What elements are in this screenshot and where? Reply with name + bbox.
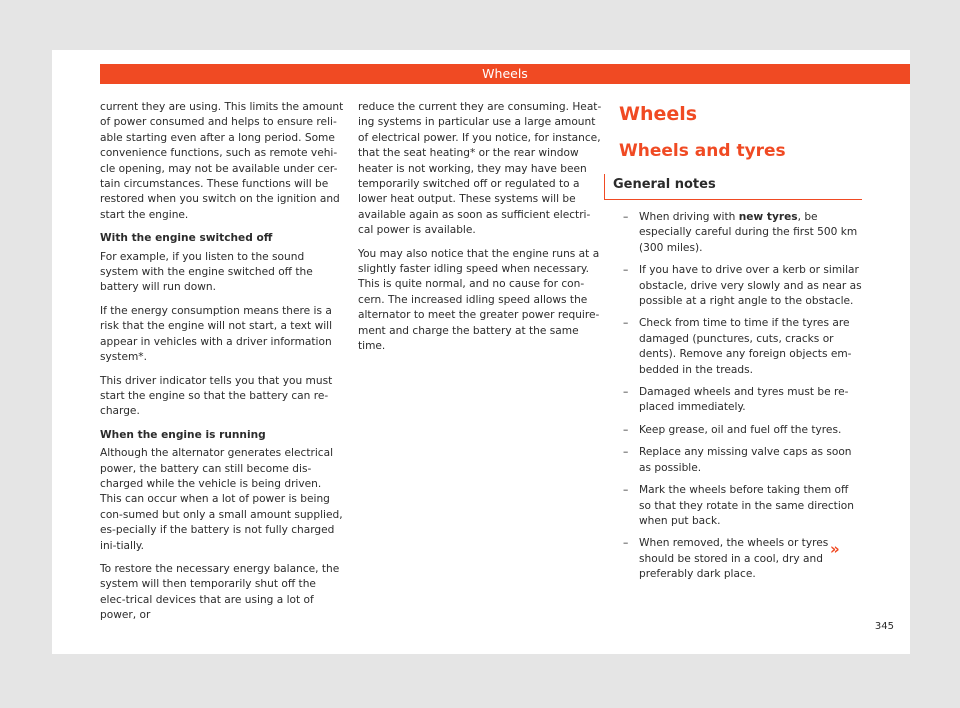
paragraph: This driver indicator tells you that you must start the engine so that the battery can re-charge. (100, 374, 333, 418)
notes-list (619, 210, 862, 583)
column-right (613, 102, 862, 590)
list-item-text: , be especially careful during the first 500 km (300 miles). (639, 211, 858, 254)
dash-bullet: – (623, 537, 629, 550)
list-item (619, 316, 862, 378)
paragraph: For example, if you listen to the sound system with the engine switched off the battery will run down. (100, 250, 313, 294)
dash-bullet: – (623, 264, 629, 277)
list-item (619, 263, 862, 309)
list-item-text: If you have to drive over a kerb or similar obstacle, drive very slowly and as near as possible at a right angle to the obstacle. (639, 264, 862, 308)
page-number: 345 (874, 621, 894, 632)
section-heading: Wheels (619, 103, 698, 125)
dash-bullet: – (623, 386, 629, 399)
list-item (619, 423, 862, 438)
paragraph: reduce the current they are consuming. Heat-ing systems in particular use a large amount of electrical power. If you notice, for instance, that the seat heating* or the rear window heater is not working, they may have been temporarily switched off or regulated to a lower heat output. These systems will be available again as soon as sufficient electri-cal power is available. (358, 101, 602, 237)
list-item-text: Damaged wheels and tyres must be re-placed immediately. (639, 386, 849, 414)
chapter-header (100, 64, 910, 84)
list-item-text: When removed, the wheels or tyres should be stored in a cool, dry and preferably dark place. (639, 537, 829, 581)
dash-bullet: – (623, 423, 629, 436)
list-item (619, 445, 862, 476)
paragraph: Although the alternator generates electrical power, the battery can still become dis-charged while the vehicle is being driven. This can occur when a lot of power is being con-sumed but only a small amount supplied, es-pecially if the battery is not fully charged ini-tially. (100, 447, 343, 552)
paragraph: To restore the necessary energy balance, the system will then temporarily shut off the elec-trical devices that are using a lot of power, or (100, 562, 340, 622)
list-item-text: Replace any missing valve caps as soon as possible. (639, 446, 852, 474)
list-item-text: Keep grease, oil and fuel off the tyres. (639, 423, 842, 436)
list-item (619, 536, 862, 582)
list-item (619, 385, 862, 416)
paragraph: You may also notice that the engine runs at a slightly faster idling speed when necessary. This is quite normal, and no cause for con-cern. The increased idling speed allows the alternator to meet the greater power require-ment and charge the battery at the same time. (358, 247, 600, 353)
paragraph: current they are using. This limits the amount of power consumed and helps to ensure reli-able starting even after a long period. Some convenience functions, such as remote vehi-cle opening, may not be available under cer-tain circumstances. These functions will be restored when you switch on the ignition and start the engine. (100, 101, 344, 221)
chapter-title: Wheels (482, 66, 528, 81)
subheading-engine-off: With the engine switched off (100, 232, 273, 245)
dash-bullet: – (623, 446, 629, 459)
topic-heading: General notes (604, 174, 862, 200)
list-item (619, 483, 862, 529)
dash-bullet: – (623, 317, 629, 330)
dash-bullet: – (623, 484, 629, 497)
list-item (619, 210, 862, 256)
section-subheading: Wheels and tyres (619, 141, 786, 161)
column-middle (358, 100, 604, 363)
paragraph: If the energy consumption means there is a risk that the engine will not start, a text will appear in vehicles with a driver information system*. (100, 304, 333, 364)
document-page (52, 50, 910, 654)
subheading-engine-running: When the engine is running (100, 428, 266, 441)
list-item-text: When driving with (639, 211, 739, 223)
list-item-text: Mark the wheels before taking them off so that they rotate in the same direction when put back. (639, 484, 854, 527)
dash-bullet: – (623, 211, 629, 223)
list-item-text: Check from time to time if the tyres are damaged (punctures, cuts, cracks or dents). Remove any foreign objects em-bedded in the treads. (639, 317, 852, 376)
column-left (100, 100, 344, 632)
continue-arrow-icon: » (830, 540, 840, 558)
list-item-emphasis: new tyres (738, 211, 798, 223)
